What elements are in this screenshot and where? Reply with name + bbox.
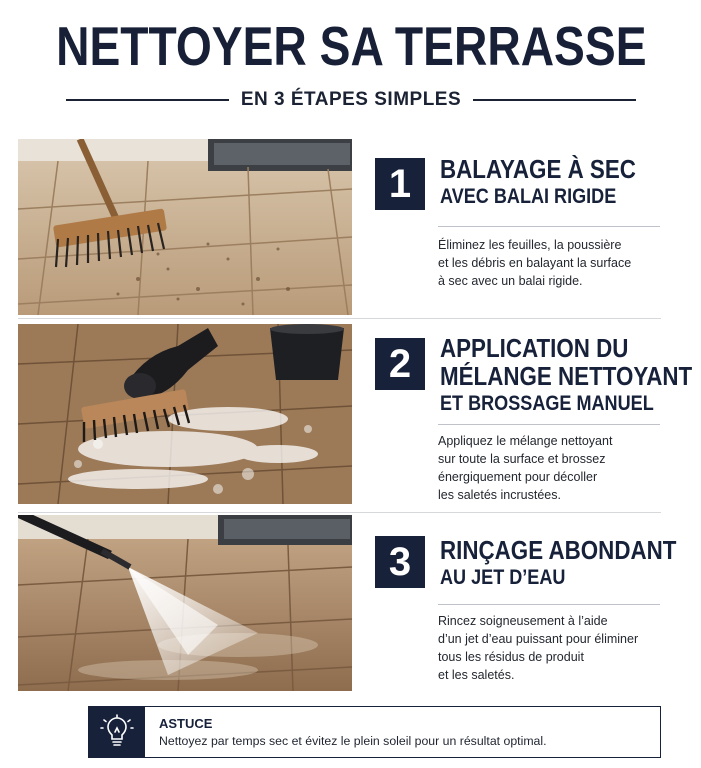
step-3-rule xyxy=(438,604,660,605)
step-1-description xyxy=(438,236,678,290)
step-2-description xyxy=(438,432,678,504)
step-2-title xyxy=(440,334,700,418)
page-title: NETTOYER SA TERRASSE xyxy=(56,15,647,77)
subtitle-row xyxy=(66,86,636,114)
step-2-title-line-3: ET BROSSAGE MANUEL xyxy=(440,392,654,415)
step-2-title-line-2: MÉLANGE NETTOYANT xyxy=(440,361,693,391)
scrub-brush-illustration xyxy=(18,324,352,504)
step-3-title-line-1: RINÇAGE ABONDANT xyxy=(440,535,677,565)
step-3-desc-line: tous les résidus de produit xyxy=(438,650,584,664)
page-subtitle: EN 3 ÉTAPES SIMPLES xyxy=(240,89,462,110)
scrub-brush-photo xyxy=(18,324,352,504)
step-3-title-line-2: AU JET D’EAU xyxy=(440,566,566,589)
step-3-description xyxy=(438,612,678,684)
tip-icon-box xyxy=(89,707,145,757)
subtitle-left-rule xyxy=(66,99,229,101)
tip-body: Nettoyez par temps sec et évitez le plein soleil pour un résultat optimal. xyxy=(159,734,547,748)
step-3-desc-line: Rincez soigneusement à l’aide xyxy=(438,614,608,628)
tip-text xyxy=(145,707,547,757)
step-2-desc-line: les saletés incrustées. xyxy=(438,488,561,502)
step-3-number: 3 xyxy=(375,536,425,588)
step-3-desc-line: et les saletés. xyxy=(438,668,515,682)
step-2-title-line-1: APPLICATION DU xyxy=(440,333,629,363)
step-2-desc-line: Appliquez le mélange nettoyant xyxy=(438,434,613,448)
step-1-title-line-1: BALAYAGE À SEC xyxy=(440,154,636,184)
step-2-desc-line: énergiquement pour décoller xyxy=(438,470,598,484)
pressure-washer-illustration xyxy=(18,515,352,691)
lightbulb-icon xyxy=(99,714,135,750)
section-divider xyxy=(18,318,661,319)
step-1-title-line-2: AVEC BALAI RIGIDE xyxy=(440,185,617,208)
step-1-number: 1 xyxy=(375,158,425,210)
step-3-desc-line: d’un jet d’eau puissant pour éliminer xyxy=(438,632,639,646)
step-1-desc-line: Éliminez les feuilles, la poussière xyxy=(438,238,622,252)
step-1-desc-line: et les débris en balayant la surface xyxy=(438,256,632,270)
tip-label: ASTUCE xyxy=(159,716,213,731)
step-2-desc-line: sur toute la surface et brossez xyxy=(438,452,606,466)
step-1-title xyxy=(440,155,700,211)
tip-box xyxy=(88,706,661,758)
pressure-washer-photo xyxy=(18,515,352,691)
subtitle-right-rule xyxy=(473,99,636,101)
step-2-number: 2 xyxy=(375,338,425,390)
section-divider xyxy=(18,512,661,513)
broom-sweeping-photo xyxy=(18,139,352,315)
step-2-rule xyxy=(438,424,660,425)
step-1-rule xyxy=(438,226,660,227)
step-1-desc-line: à sec avec un balai rigide. xyxy=(438,274,583,288)
broom-sweeping-illustration xyxy=(18,139,352,315)
step-3-title xyxy=(440,536,700,592)
